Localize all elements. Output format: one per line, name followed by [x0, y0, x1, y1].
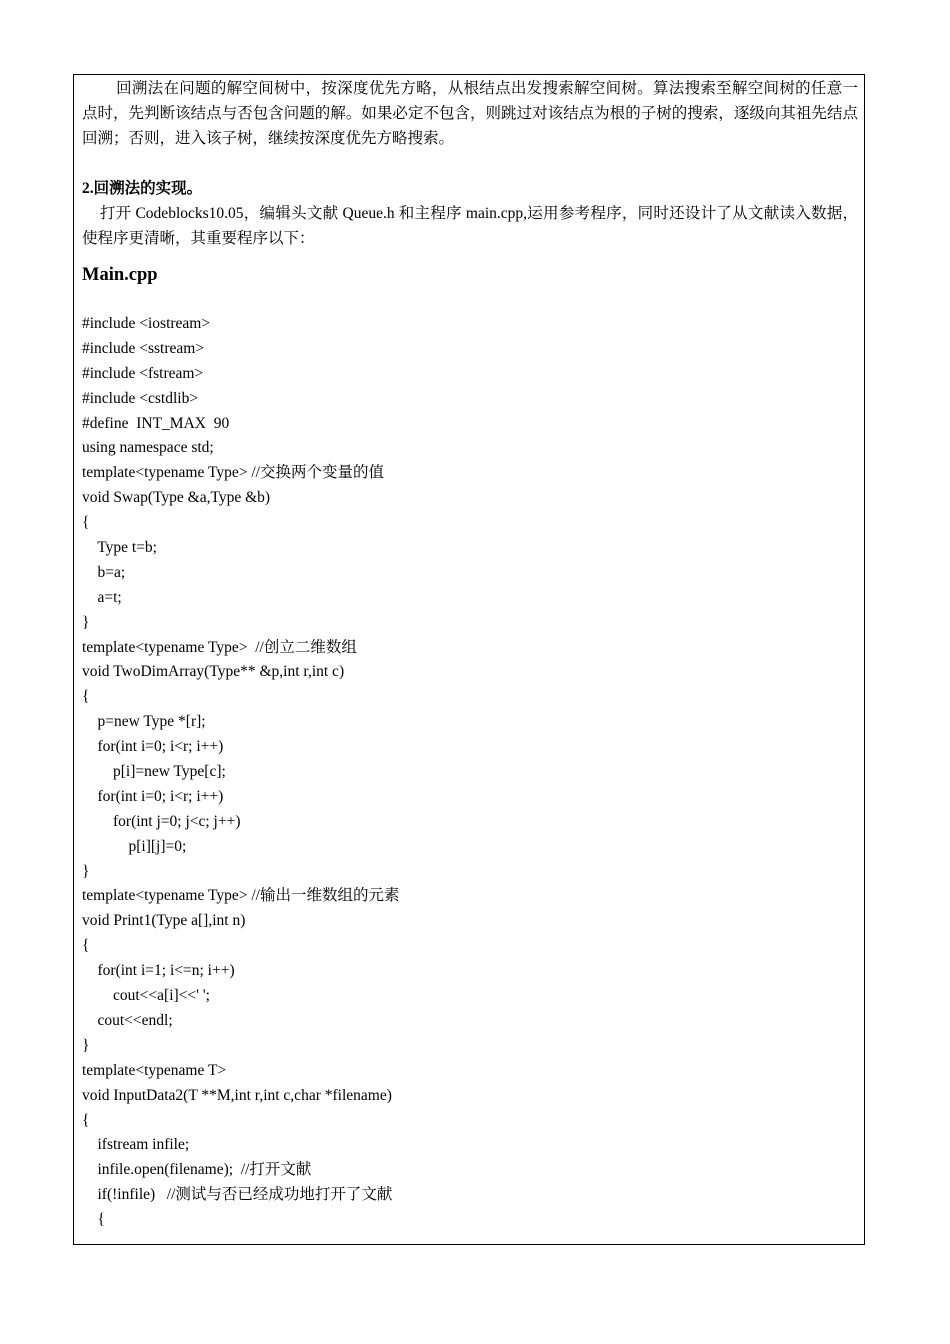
code-line: {: [82, 688, 90, 706]
section-paragraph: 打开 Codeblocks10.05，编辑头文献 Queue.h 和主程序 main.cpp,运用参考程序，同时还设计了从文献读入数据，使程序更清晰，其重要程序以下：: [82, 205, 858, 247]
code-line: #define INT_MAX 90: [82, 414, 230, 432]
code-line: template<typename Type> //输出一维数组的元素: [82, 887, 400, 905]
code-line: void Print1(Type a[],int n): [82, 912, 246, 930]
code-line: }: [82, 613, 90, 631]
code-line: for(int i=0; i<r; i++): [82, 738, 224, 756]
code-line: cout<<endl;: [82, 1011, 173, 1029]
code-line: using namespace std;: [82, 439, 214, 457]
code-line: a=t;: [82, 588, 122, 606]
code-line: p[i]=new Type[c];: [82, 763, 226, 781]
code-line: #include <iostream>: [82, 315, 211, 332]
code-line: cout<<a[i]<<' ';: [82, 987, 210, 1005]
intro-section: [82, 76, 858, 151]
code-line: {: [82, 514, 90, 532]
code-line: infile.open(filename); //打开文献: [82, 1161, 312, 1179]
code-line: Type t=b;: [82, 539, 157, 557]
code-line: void TwoDimArray(Type** &p,int r,int c): [82, 663, 345, 681]
code-line: }: [82, 1036, 90, 1054]
code-line: {: [82, 1111, 90, 1129]
code-line: #include <cstdlib>: [82, 389, 199, 407]
code-line: #include <sstream>: [82, 339, 205, 357]
code-line: template<typename Type> //交换两个变量的值: [82, 464, 384, 482]
code-line: for(int i=1; i<=n; i++): [82, 962, 235, 980]
code-block: [82, 312, 858, 1233]
implementation-section: [82, 176, 858, 251]
code-line: if(!infile) //测试与否已经成功地打开了文献: [82, 1186, 393, 1204]
code-line: void InputData2(T **M,int r,int c,char *filename): [82, 1086, 392, 1104]
code-line: ifstream infile;: [82, 1136, 190, 1154]
document-content: [82, 76, 858, 1233]
code-line: b=a;: [82, 563, 126, 581]
intro-paragraph: 回溯法在问题的解空间树中，按深度优先方略，从根结点出发搜索解空间树。算法搜索至解空间树的任意一点时，先判断该结点与否包含问题的解。如果必定不包含，则跳过对该结点为根的子树的搜索，逐级向其祖先结点回溯；否则，进入该子树，继续按深度优先方略搜索。: [82, 80, 858, 147]
code-line: template<typename T>: [82, 1061, 227, 1079]
code-line: }: [82, 862, 90, 880]
section-heading: 2.回溯法的实现。: [82, 180, 203, 197]
code-line: for(int j=0; j<c; j++): [82, 812, 241, 830]
code-line: p=new Type *[r];: [82, 713, 206, 731]
code-line: for(int i=0; i<r; i++): [82, 787, 224, 805]
code-line: {: [82, 937, 90, 955]
file-title: Main.cpp: [82, 265, 158, 285]
code-line: #include <fstream>: [82, 364, 204, 382]
code-line: template<typename Type> //创立二维数组: [82, 638, 357, 656]
code-line: p[i][j]=0;: [82, 837, 187, 855]
code-line: void Swap(Type &a,Type &b): [82, 489, 271, 507]
code-line: {: [82, 1211, 105, 1229]
